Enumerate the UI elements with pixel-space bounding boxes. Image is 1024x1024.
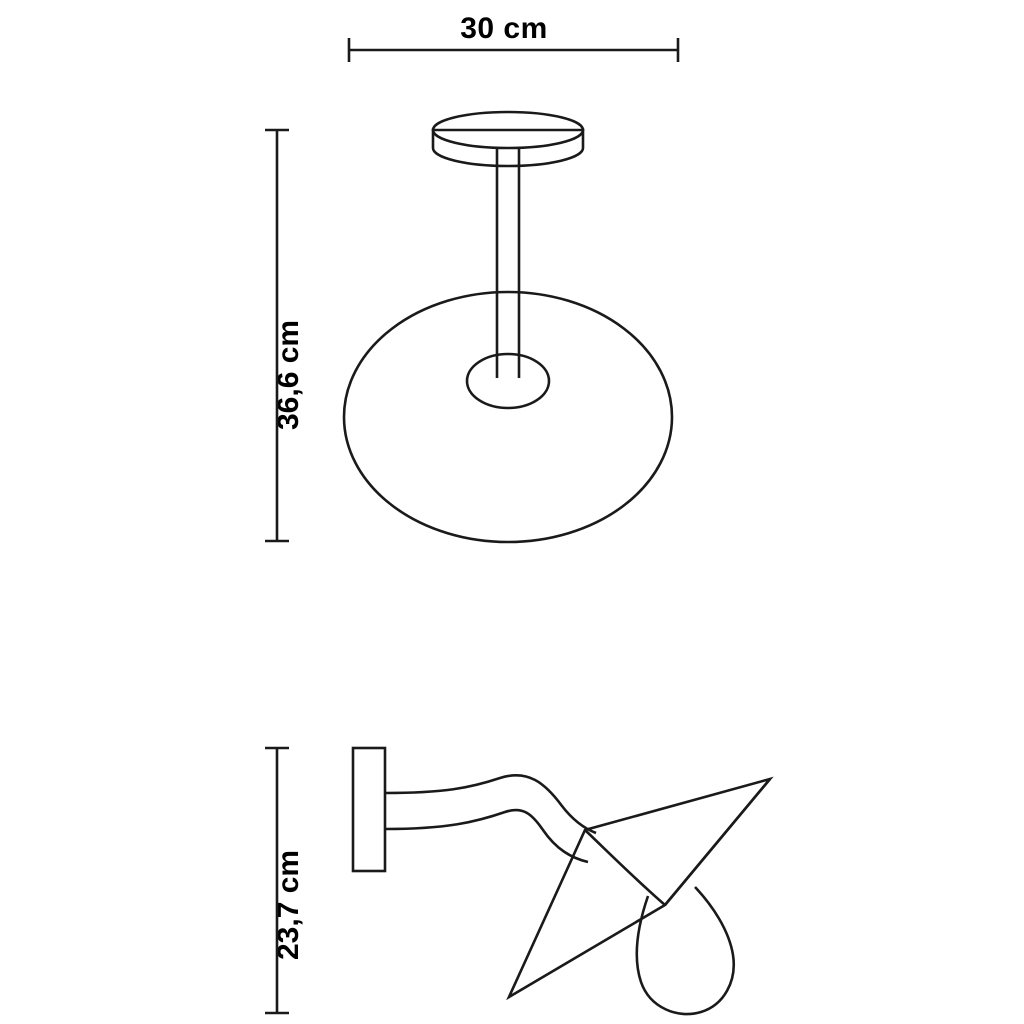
bulb (637, 887, 734, 1014)
width-dimension-label: 30 cm (460, 12, 548, 45)
disc-shade (344, 292, 672, 542)
height-top-dimension-line (265, 130, 289, 541)
width-dimension-line (349, 38, 678, 62)
ceiling-lamp-drawing (344, 112, 672, 542)
lamp-stem (497, 148, 519, 378)
wall-lamp-drawing (353, 748, 770, 1014)
height-bottom-dimension-line (265, 748, 289, 1013)
socket-collar (467, 354, 549, 408)
lamp-arm (385, 775, 596, 862)
ceiling-canopy (433, 112, 583, 166)
height-top-dimension-label: 36,6 cm (272, 319, 305, 430)
cone-shade (509, 779, 770, 997)
height-bottom-dimension-label: 23,7 cm (272, 849, 305, 960)
wall-mount-plate (353, 748, 385, 871)
